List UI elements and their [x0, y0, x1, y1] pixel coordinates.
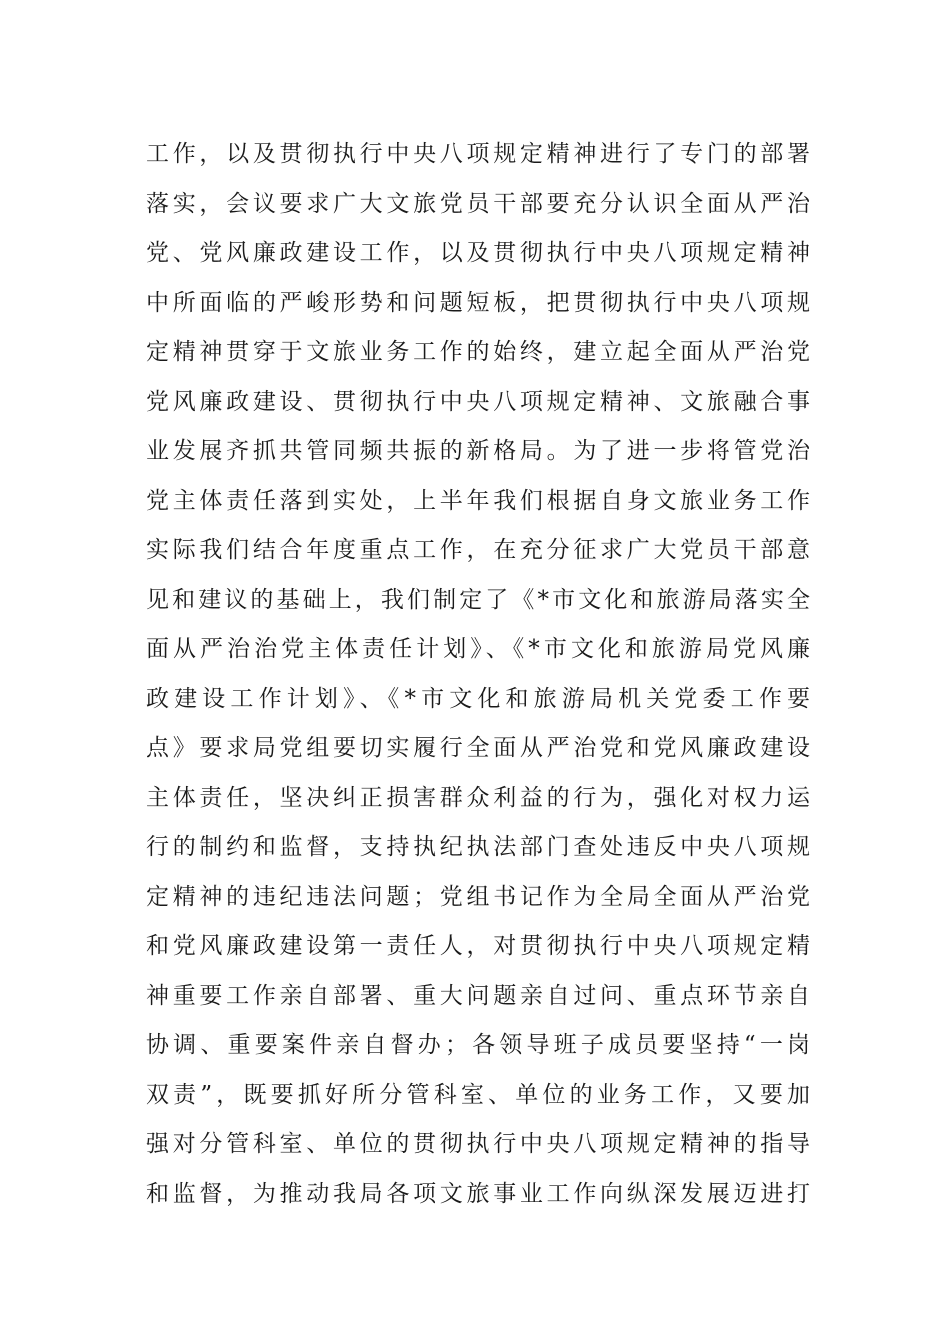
text-line: 政建设工作计划》、《*市文化和旅游局机关党委工作要	[146, 685, 810, 712]
text-line: 业发展齐抓共管同频共振的新格局。为了进一步将管党治	[146, 438, 810, 464]
text-line: 落实，会议要求广大文旅党员干部要充分认识全面从严治	[146, 190, 810, 217]
text-line: 面从严治治党主体责任计划》、《*市文化和旅游局党风廉	[146, 636, 810, 662]
text-line: 定精神贯穿于文旅业务工作的始终，建立起全面从严治党	[146, 339, 810, 365]
text-line: 行的制约和监督，支持执纪执法部门查处违反中央八项规	[146, 834, 810, 860]
text-line: 协调、重要案件亲自督办；各领导班子成员要坚持“一岗	[146, 1032, 810, 1058]
text-line: 工作，以及贯彻执行中央八项规定精神进行了专门的部署	[146, 141, 810, 167]
text-line: 党、党风廉政建设工作，以及贯彻执行中央八项规定精神	[146, 240, 810, 266]
text-line: 和监督，为推动我局各项文旅事业工作向纵深发展迈进打	[146, 1180, 810, 1207]
text-line: 中所面临的严峻形势和问题短板，把贯彻执行中央八项规	[146, 289, 810, 316]
text-line: 实际我们结合年度重点工作，在充分征求广大党员干部意	[146, 537, 810, 563]
body-paragraph	[146, 130, 810, 1219]
text-line: 和党风廉政建设第一责任人，对贯彻执行中央八项规定精	[146, 933, 810, 959]
text-line: 党主体责任落到实处，上半年我们根据自身文旅业务工作	[146, 487, 810, 514]
text-line: 见和建议的基础上，我们制定了《*市文化和旅游局落实全	[146, 586, 810, 613]
text-line: 点》要求局党组要切实履行全面从严治党和党风廉政建设	[146, 735, 810, 761]
text-line: 神重要工作亲自部署、重大问题亲自过问、重点环节亲自	[146, 982, 810, 1009]
text-line: 定精神的违纪违法问题；党组书记作为全局全面从严治党	[146, 883, 810, 910]
text-line: 双责”，既要抓好所分管科室、单位的业务工作，又要加	[146, 1081, 810, 1108]
text-line: 主体责任，坚决纠正损害群众利益的行为，强化对权力运	[146, 784, 810, 811]
text-line: 强对分管科室、单位的贯彻执行中央八项规定精神的指导	[146, 1131, 810, 1157]
text-line: 党风廉政建设、贯彻执行中央八项规定精神、文旅融合事	[146, 388, 810, 415]
